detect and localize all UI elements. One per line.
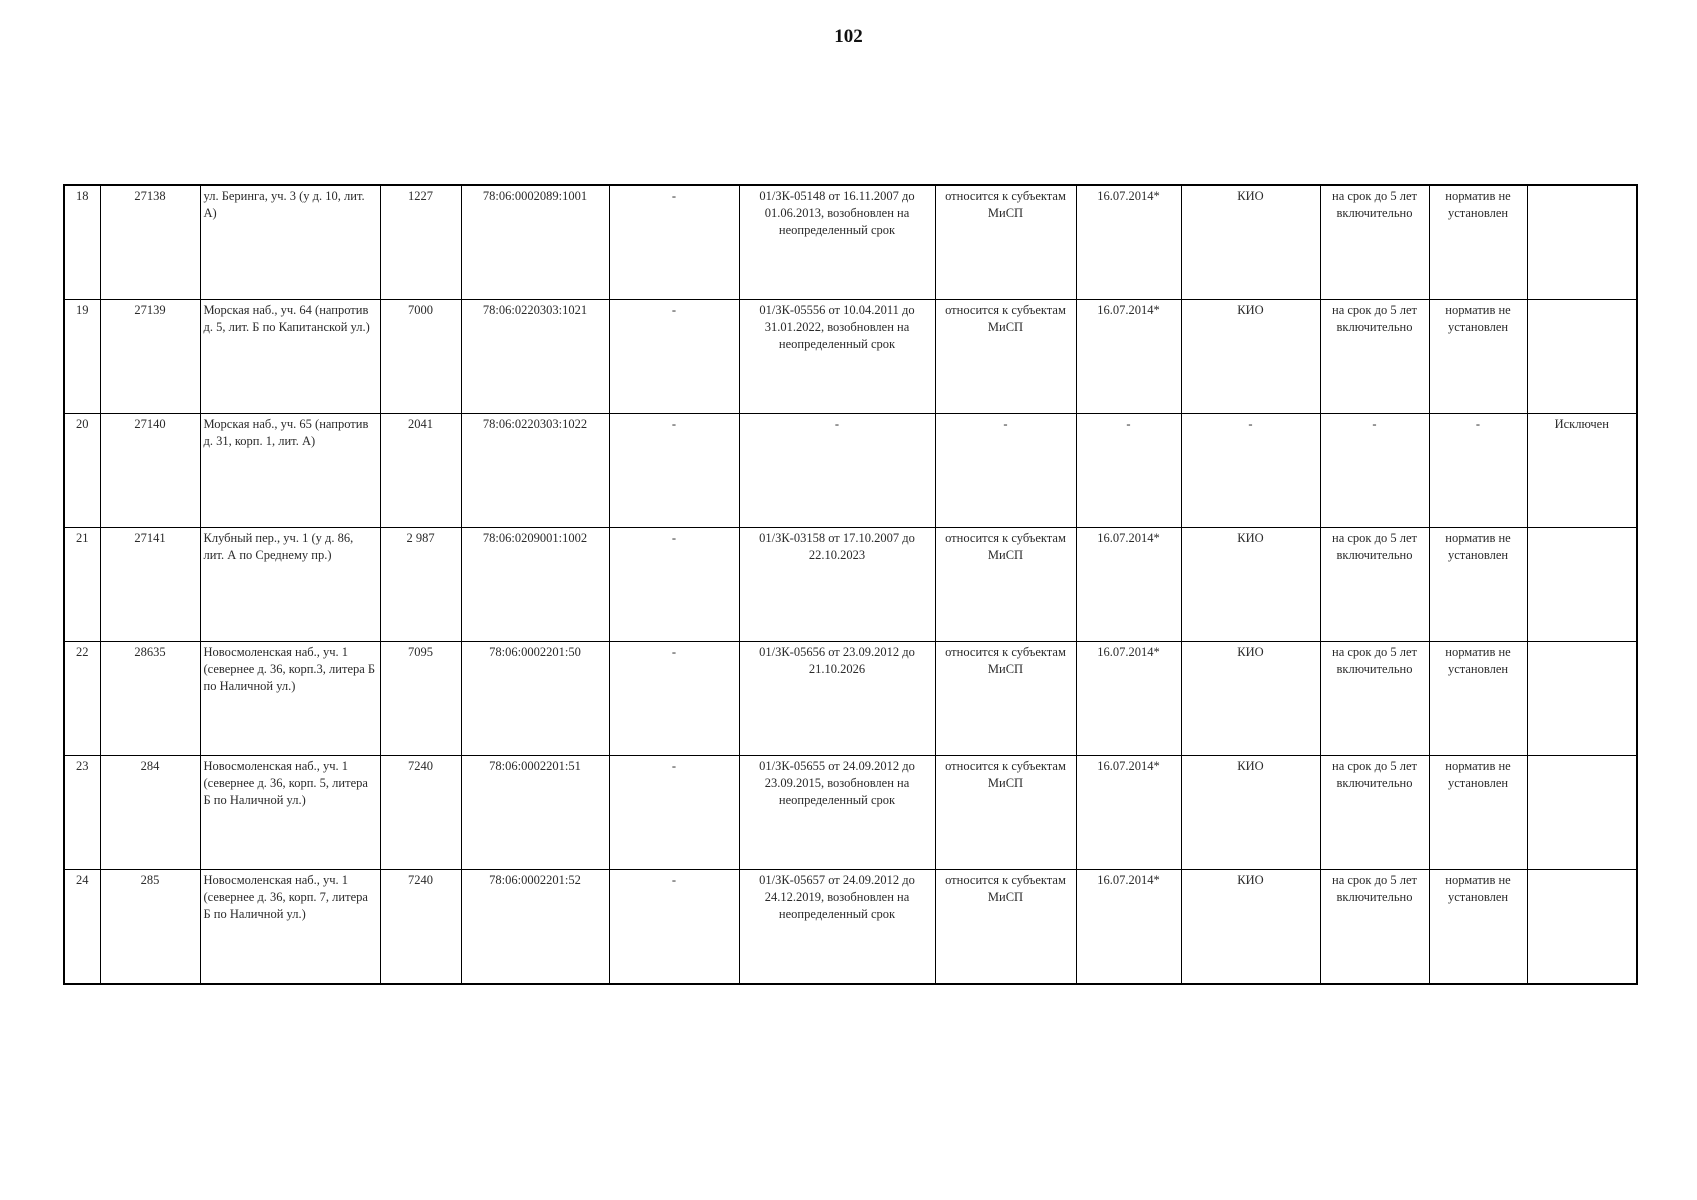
- cell-address: Новосмоленская наб., уч. 1 (севернее д. 36, корп.3, литера Б по Наличной ул.): [200, 642, 380, 756]
- cell-column-6: -: [609, 756, 739, 870]
- cell-number: 23: [64, 756, 100, 870]
- cell-note: [1527, 870, 1637, 985]
- cell-date: 16.07.2014*: [1076, 528, 1181, 642]
- cell-column-6: -: [609, 414, 739, 528]
- table-row: [64, 642, 1637, 756]
- table-row: [64, 528, 1637, 642]
- cell-term: на срок до 5 лет включительно: [1320, 642, 1429, 756]
- cell-date: 16.07.2014*: [1076, 756, 1181, 870]
- cell-area: 1227: [380, 185, 461, 300]
- cell-norm: норматив не установлен: [1429, 642, 1527, 756]
- cell-column-6: -: [609, 528, 739, 642]
- cell-number: 24: [64, 870, 100, 985]
- table-row: [64, 756, 1637, 870]
- cell-area: 7095: [380, 642, 461, 756]
- cell-number: 19: [64, 300, 100, 414]
- cell-column-6: -: [609, 185, 739, 300]
- cell-address: Морская наб., уч. 64 (напротив д. 5, лит. Б по Капитанской ул.): [200, 300, 380, 414]
- cell-contract: 01/ЗК-05657 от 24.09.2012 до 24.12.2019, возобновлен на неопределенный срок: [739, 870, 935, 985]
- cell-organization: КИО: [1181, 185, 1320, 300]
- cell-code: 28635: [100, 642, 200, 756]
- cell-term: на срок до 5 лет включительно: [1320, 756, 1429, 870]
- cell-address: Новосмоленская наб., уч. 1 (севернее д. 36, корп. 7, литера Б по Наличной ул.): [200, 870, 380, 985]
- cell-area: 7000: [380, 300, 461, 414]
- cell-subject: относится к субъектам МиСП: [935, 756, 1076, 870]
- cell-subject: относится к субъектам МиСП: [935, 528, 1076, 642]
- cell-column-6: -: [609, 300, 739, 414]
- cell-area: 2041: [380, 414, 461, 528]
- cell-note: [1527, 642, 1637, 756]
- cell-number: 22: [64, 642, 100, 756]
- cell-number: 21: [64, 528, 100, 642]
- cell-subject: -: [935, 414, 1076, 528]
- cell-contract: -: [739, 414, 935, 528]
- cell-organization: КИО: [1181, 756, 1320, 870]
- cell-cadastral-number: 78:06:0002089:1001: [461, 185, 609, 300]
- table-row: [64, 414, 1637, 528]
- cell-cadastral-number: 78:06:0220303:1022: [461, 414, 609, 528]
- cell-organization: КИО: [1181, 642, 1320, 756]
- cell-note: [1527, 300, 1637, 414]
- cell-address: ул. Беринга, уч. 3 (у д. 10, лит. А): [200, 185, 380, 300]
- cell-code: 285: [100, 870, 200, 985]
- cell-cadastral-number: 78:06:0002201:52: [461, 870, 609, 985]
- cell-norm: -: [1429, 414, 1527, 528]
- cell-date: 16.07.2014*: [1076, 185, 1181, 300]
- cell-norm: норматив не установлен: [1429, 185, 1527, 300]
- cell-code: 284: [100, 756, 200, 870]
- cell-note: Исключен: [1527, 414, 1637, 528]
- table-row: [64, 185, 1637, 300]
- cell-date: 16.07.2014*: [1076, 870, 1181, 985]
- cell-organization: КИО: [1181, 870, 1320, 985]
- cell-cadastral-number: 78:06:0220303:1021: [461, 300, 609, 414]
- table-row: [64, 300, 1637, 414]
- cell-code: 27141: [100, 528, 200, 642]
- cell-term: на срок до 5 лет включительно: [1320, 300, 1429, 414]
- cell-date: -: [1076, 414, 1181, 528]
- cell-column-6: -: [609, 870, 739, 985]
- cell-contract: 01/ЗК-05148 от 16.11.2007 до 01.06.2013, возобновлен на неопределенный срок: [739, 185, 935, 300]
- land-plot-table: [63, 184, 1638, 985]
- cell-cadastral-number: 78:06:0002201:51: [461, 756, 609, 870]
- cell-organization: КИО: [1181, 300, 1320, 414]
- cell-area: 7240: [380, 870, 461, 985]
- cell-address: Морская наб., уч. 65 (напротив д. 31, корп. 1, лит. А): [200, 414, 380, 528]
- cell-code: 27138: [100, 185, 200, 300]
- cell-code: 27139: [100, 300, 200, 414]
- cell-term: на срок до 5 лет включительно: [1320, 528, 1429, 642]
- cell-date: 16.07.2014*: [1076, 642, 1181, 756]
- cell-norm: норматив не установлен: [1429, 300, 1527, 414]
- page-number: 102: [834, 26, 863, 47]
- cell-contract: 01/ЗК-05656 от 23.09.2012 до 21.10.2026: [739, 642, 935, 756]
- cell-note: [1527, 185, 1637, 300]
- cell-column-6: -: [609, 642, 739, 756]
- cell-contract: 01/ЗК-03158 от 17.10.2007 до 22.10.2023: [739, 528, 935, 642]
- cell-subject: относится к субъектам МиСП: [935, 642, 1076, 756]
- cell-number: 18: [64, 185, 100, 300]
- cell-term: на срок до 5 лет включительно: [1320, 185, 1429, 300]
- cell-contract: 01/ЗК-05655 от 24.09.2012 до 23.09.2015, возобновлен на неопределенный срок: [739, 756, 935, 870]
- cell-norm: норматив не установлен: [1429, 870, 1527, 985]
- cell-organization: КИО: [1181, 528, 1320, 642]
- cell-term: -: [1320, 414, 1429, 528]
- cell-cadastral-number: 78:06:0002201:50: [461, 642, 609, 756]
- cell-norm: норматив не установлен: [1429, 528, 1527, 642]
- cell-subject: относится к субъектам МиСП: [935, 185, 1076, 300]
- cell-note: [1527, 528, 1637, 642]
- cell-subject: относится к субъектам МиСП: [935, 300, 1076, 414]
- cell-subject: относится к субъектам МиСП: [935, 870, 1076, 985]
- cell-number: 20: [64, 414, 100, 528]
- cell-area: 7240: [380, 756, 461, 870]
- cell-organization: -: [1181, 414, 1320, 528]
- cell-area: 2 987: [380, 528, 461, 642]
- cell-term: на срок до 5 лет включительно: [1320, 870, 1429, 985]
- table-row: [64, 870, 1637, 985]
- cell-date: 16.07.2014*: [1076, 300, 1181, 414]
- cell-code: 27140: [100, 414, 200, 528]
- cell-cadastral-number: 78:06:0209001:1002: [461, 528, 609, 642]
- cell-note: [1527, 756, 1637, 870]
- cell-address: Клубный пер., уч. 1 (у д. 86, лит. А по Среднему пр.): [200, 528, 380, 642]
- cell-contract: 01/ЗК-05556 от 10.04.2011 до 31.01.2022, возобновлен на неопределенный срок: [739, 300, 935, 414]
- cell-address: Новосмоленская наб., уч. 1 (севернее д. 36, корп. 5, литера Б по Наличной ул.): [200, 756, 380, 870]
- cell-norm: норматив не установлен: [1429, 756, 1527, 870]
